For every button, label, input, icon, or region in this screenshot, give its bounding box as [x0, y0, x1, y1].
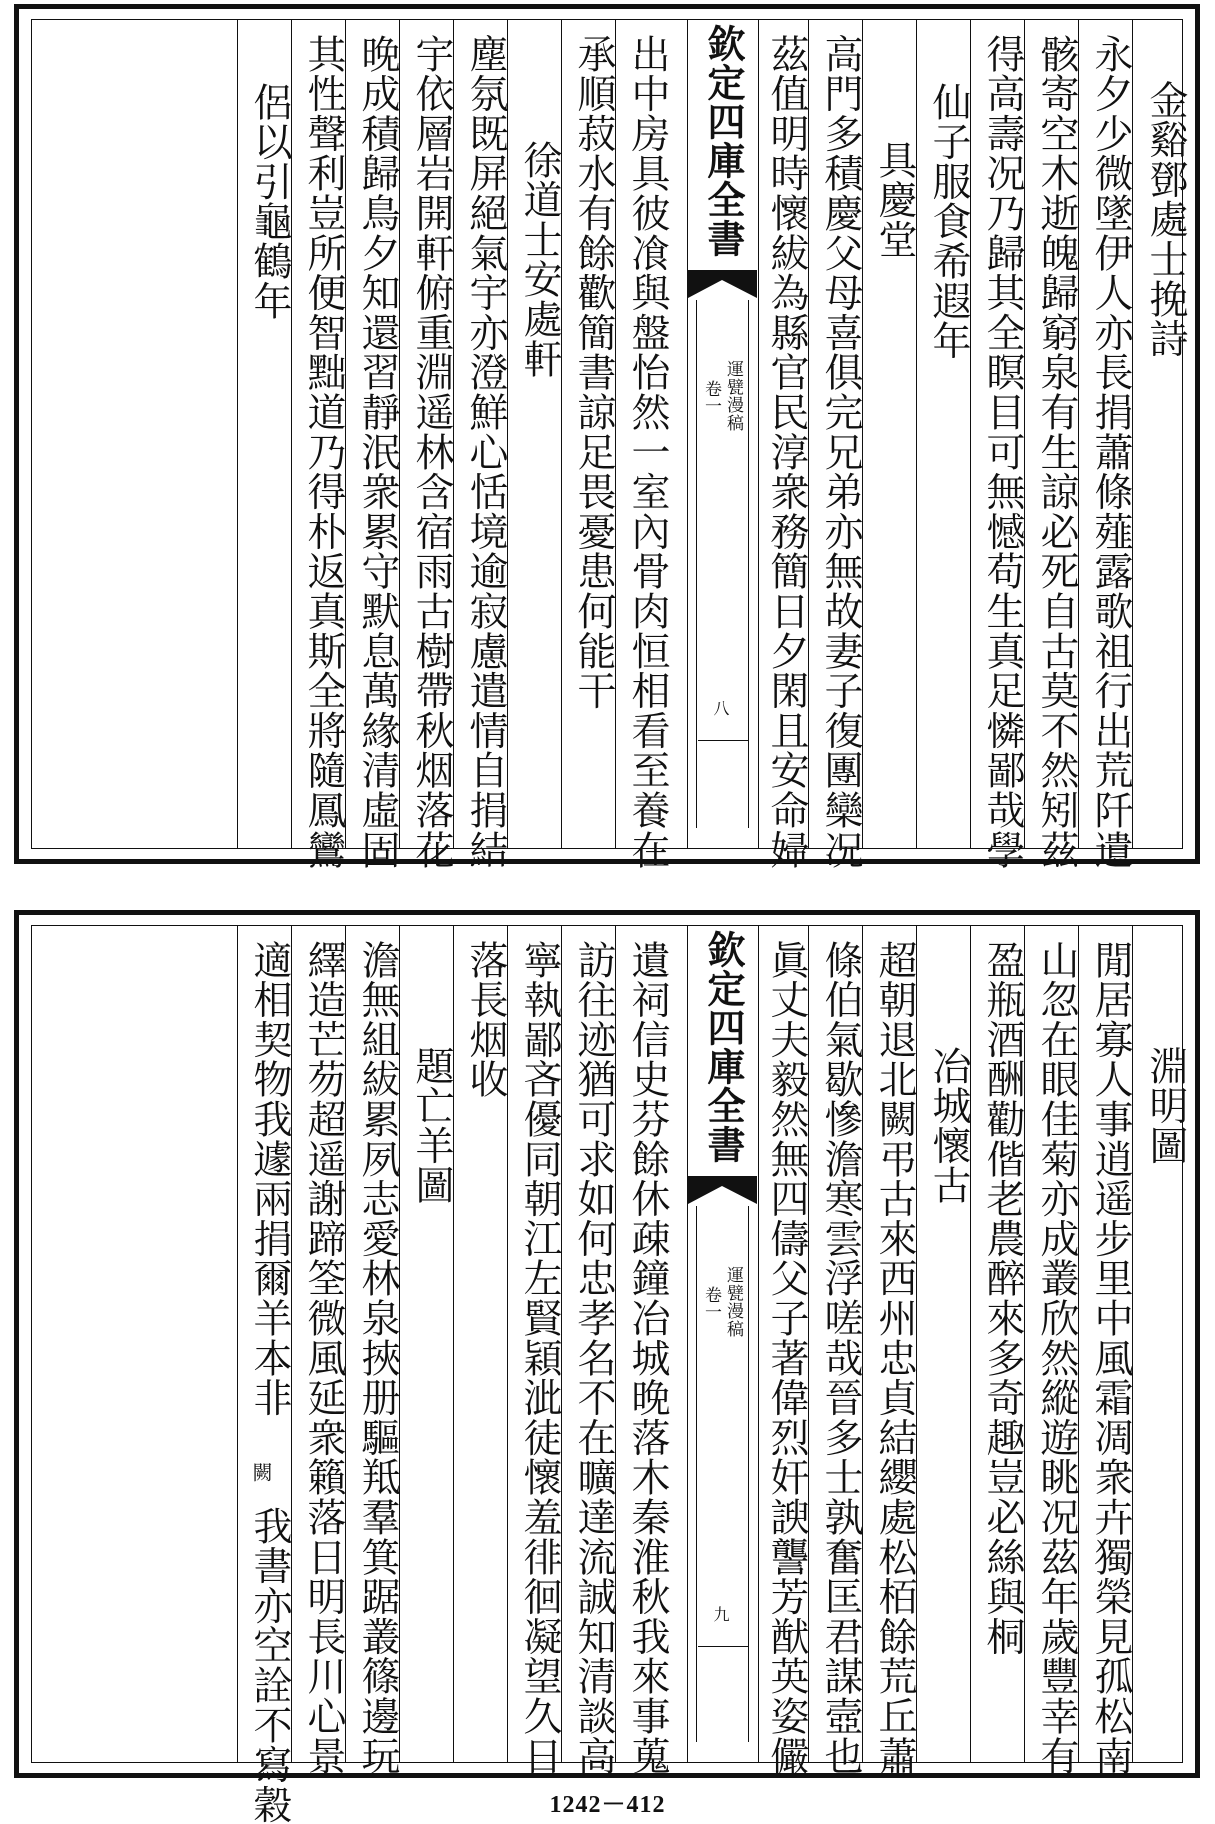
- page-number: 1242－412: [549, 1792, 666, 1818]
- top-col-1: 金谿鄧處士挽詩: [1143, 80, 1188, 359]
- top-col-4: 得高壽况乃歸其全瞑目可無憾苟生真足憐鄙哉學: [980, 34, 1025, 870]
- bottom-col-8: 眞丈夫毅然無四儔父子著偉烈奸諛讋芳猷英姿儼: [764, 940, 809, 1776]
- bottom-col-1: 淵明圖: [1143, 1046, 1188, 1166]
- fold-line: [696, 1206, 697, 1742]
- top-col-10: 承順菽水有餘歡簡書諒足畏憂患何能干: [571, 34, 616, 711]
- fold-line: [748, 300, 749, 828]
- bottom-col-3: 山忽在眼佳菊亦成叢欣然縱遊眺况茲年歲豐幸有: [1034, 940, 1079, 1776]
- top-col-11: 徐道士安處軒: [517, 140, 562, 379]
- top-col-7: 高門多積慶父母喜俱完兄弟亦無故妻子復團欒况: [818, 34, 863, 870]
- bottom-col-2: 閒居寡人事逍遥步里中風霜凋衆卉獨榮見孤松南: [1088, 940, 1133, 1776]
- bottom-col-7: 條伯氣歇慘澹寒雲浮嗟哉晉多士孰奮匡君謀壼也: [818, 940, 863, 1776]
- top-col-15: 其性聲利豈所便智黜道乃得朴返真斯全將隨鳳鸞: [301, 34, 346, 870]
- top-col-16: 侶以引龜鶴年: [247, 82, 292, 321]
- top-col-5: 仙子服食希遐年: [926, 82, 971, 361]
- volume-number: 卷一: [701, 380, 721, 414]
- fishtail-mark: [688, 1176, 757, 1204]
- bottom-col-14: 澹無組紱累夙志愛林泉挾册驅羝羣箕踞叢篠邊玩: [355, 940, 400, 1776]
- bottom-col-5: 冶城懷古: [926, 1046, 971, 1206]
- bottom-col-16a: 適相契物我遽兩捐爾羊本非: [247, 940, 292, 1418]
- top-col-3: 骸寄空木逝魄歸窮泉有生諒必死自古莫不然矧茲: [1034, 34, 1079, 870]
- volume-number: 卷一: [701, 1286, 721, 1320]
- bottom-col-16b: 我書亦空詮不寫穀: [247, 1506, 292, 1824]
- leaf-rule: [698, 740, 748, 741]
- bottom-col-9: 遺祠信史芬餘休疎鐘冶城晚落木秦淮秋我來事蒐: [625, 940, 670, 1776]
- top-center-fold: [687, 20, 759, 848]
- top-page: [14, 4, 1200, 870]
- bottom-col-12: 落長烟收: [463, 940, 508, 1100]
- fishtail-mark: [688, 270, 757, 298]
- top-col-6: 具慶堂: [872, 140, 917, 260]
- bottom-col-16-note: 闕: [249, 1462, 273, 1483]
- leaf-number: 八: [711, 700, 730, 716]
- volume-name: 運甓漫稿: [723, 1266, 743, 1338]
- top-page-frame: [31, 19, 1188, 870]
- bottom-rule: [237, 926, 238, 1762]
- top-col-12: 塵氛既屏絕氣宇亦澄鮮心恬境逾寂慮遣情自捐結: [463, 34, 508, 870]
- top-col-9: 出中房具彼飡與盤怡然一室內骨肉恒相看至養在: [625, 34, 670, 870]
- bottom-center-fold: [687, 926, 759, 1762]
- leaf-rule: [698, 1646, 748, 1647]
- top-col-13: 宇依層岩開軒俯重淵遥林含宿雨古樹帶秋烟落花: [409, 34, 454, 870]
- bottom-col-10: 訪往迹猶可求如何忠孝名不在曠達流誠知清談高: [571, 940, 616, 1776]
- volume-name: 運甓漫稿: [723, 360, 743, 432]
- fold-line: [748, 1206, 749, 1742]
- top-rule: [237, 20, 238, 848]
- top-col-2: 永夕少微墜伊人亦長捐蕭條薤露歌祖行出荒阡遺: [1088, 34, 1133, 870]
- bottom-col-11: 寧執鄙吝優同朝江左賢穎泚徒懷羞徘徊凝望久日: [517, 940, 562, 1776]
- leaf-number: 九: [711, 1606, 730, 1622]
- top-col-8: 茲值明時懷紱為縣官民淳衆務簡日夕閑且安命婦: [764, 34, 809, 870]
- book-title: 欽定四庫全書: [701, 24, 746, 258]
- book-title: 欽定四庫全書: [701, 930, 746, 1164]
- bottom-col-13: 題亡羊圖: [409, 1046, 454, 1206]
- fold-line: [696, 300, 697, 828]
- top-col-14: 晚成積歸鳥夕知還習靜泯衆累守默息萬緣清虛固: [355, 34, 400, 870]
- bottom-col-6: 超朝退北闕弔古來西州忠貞結纓處松栢餘荒丘蕭: [872, 940, 917, 1776]
- bottom-col-4: 盈瓶酒酬勸偕老農醉來多奇趣豈必絲與桐: [980, 940, 1025, 1657]
- bottom-col-15: 繹造芒芴超遥謝蹄筌微風延衆籟落日明長川心景: [301, 940, 346, 1776]
